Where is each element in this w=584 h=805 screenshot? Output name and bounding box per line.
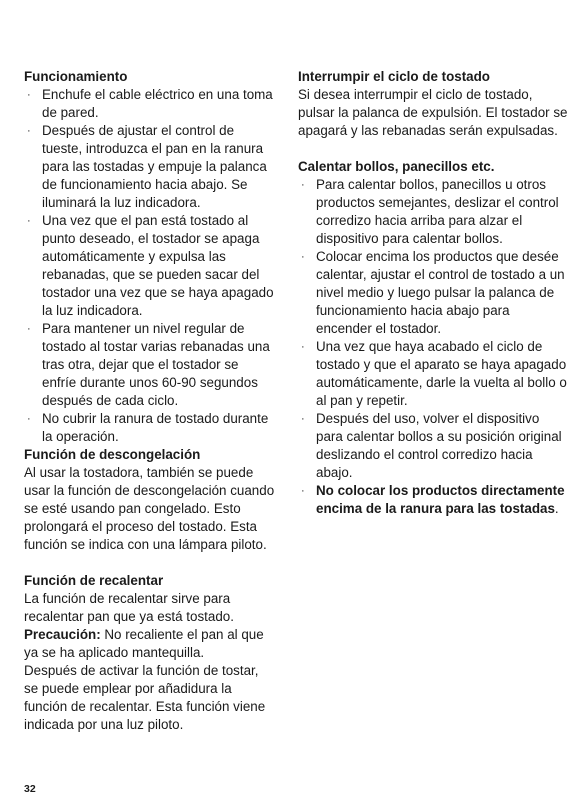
- caution-paragraph: [24, 626, 276, 662]
- bollos-heading: Calentar bollos, panecillos etc.: [298, 159, 495, 174]
- right-column: [298, 68, 568, 518]
- bullet-icon: ·: [301, 413, 305, 425]
- list-item: · No colocar los productos directamente encima de la ranura para las tostadas.: [301, 483, 565, 516]
- bullet-icon: ·: [27, 413, 31, 425]
- bullet-icon: ·: [301, 179, 305, 191]
- list-item: · Colocar encima los productos que desée calentar, ajustar el control de tostado a un nivel medio y luego pulsar la palanca de funcionamiento hacia abajo para encender el tostador.: [301, 249, 565, 336]
- bollos-list: [298, 176, 568, 518]
- list-item: · Una vez que haya acabado el ciclo de tostado y que el aparato se haya apagado automáticamente, darle la vuelta al bollo o al pan y repetir.: [301, 339, 567, 408]
- bullet-icon: ·: [301, 341, 305, 353]
- descongelacion-heading: Función de descongelación: [24, 447, 201, 462]
- funcionamiento-list: [24, 86, 276, 446]
- warning-text: No colocar los productos directamente encima de la ranura para las tostadas: [316, 483, 565, 516]
- list-item: · No cubrir la ranura de tostado durante la operación.: [27, 411, 269, 444]
- list-item: · Después del uso, volver el dispositivo para calentar bollos a su posición original deslizando el control corredizo hacia abajo.: [301, 411, 562, 480]
- list-item: · Una vez que el pan está tostado al punto deseado, el tostador se apaga automáticamente y expulsa las rebanadas, que se pueden sacar del tostador una vez que se haya apagado la luz indicadora.: [27, 213, 274, 318]
- interrumpir-heading: Interrumpir el ciclo de tostado: [298, 69, 490, 84]
- page-number: 32: [24, 783, 36, 795]
- bullet-icon: ·: [27, 215, 31, 227]
- interrumpir-text: Si desea interrumpir el ciclo de tostado, pulsar la palanca de expulsión. El tostador se apagará y las rebanadas serán expulsadas.: [298, 87, 568, 138]
- bullet-icon: ·: [27, 323, 31, 335]
- descongelacion-text: Al usar la tostadora, también se puede usar la función de descongelación cuando se esté usando pan congelado. Esto prolongará el proceso del tostado. Esta función se indica con una lámpara piloto.: [24, 465, 275, 552]
- bullet-icon: ·: [301, 251, 305, 263]
- recalentar-text: La función de recalentar sirve para recalentar pan que ya está tostado.: [24, 591, 234, 624]
- bullet-icon: ·: [301, 485, 305, 497]
- recalentar-heading: Función de recalentar: [24, 573, 164, 588]
- caution-text: No recaliente el pan al que ya se ha aplicado mantequilla.: [24, 627, 264, 660]
- caution-label: Precaución:: [24, 627, 101, 642]
- list-item: · Para mantener un nivel regular de tostado al tostar varias rebanadas una tras otra, dejar que el tostador se enfríe durante unos 60-90 segundos después de cada ciclo.: [27, 321, 270, 408]
- bullet-icon: ·: [27, 125, 31, 137]
- recalentar-text-2: Después de activar la función de tostar, se puede emplear por añadidura la función de recalentar. Esta función viene indicada por una luz piloto.: [24, 663, 266, 732]
- list-item: · Después de ajustar el control de tueste, introduzca el pan en la ranura para las tostadas y empuje la palanca de funcionamiento hacia abajo. Se iluminará la luz indicadora.: [27, 123, 267, 210]
- left-column: [24, 68, 276, 734]
- bullet-icon: ·: [27, 89, 31, 101]
- list-item: · Enchufe el cable eléctrico en una toma de pared.: [27, 87, 273, 120]
- funcionamiento-heading: Funcionamiento: [24, 69, 128, 84]
- list-item: · Para calentar bollos, panecillos u otros productos semejantes, deslizar el control corredizo hacia arriba para alzar el dispositivo para calentar bollos.: [301, 177, 559, 246]
